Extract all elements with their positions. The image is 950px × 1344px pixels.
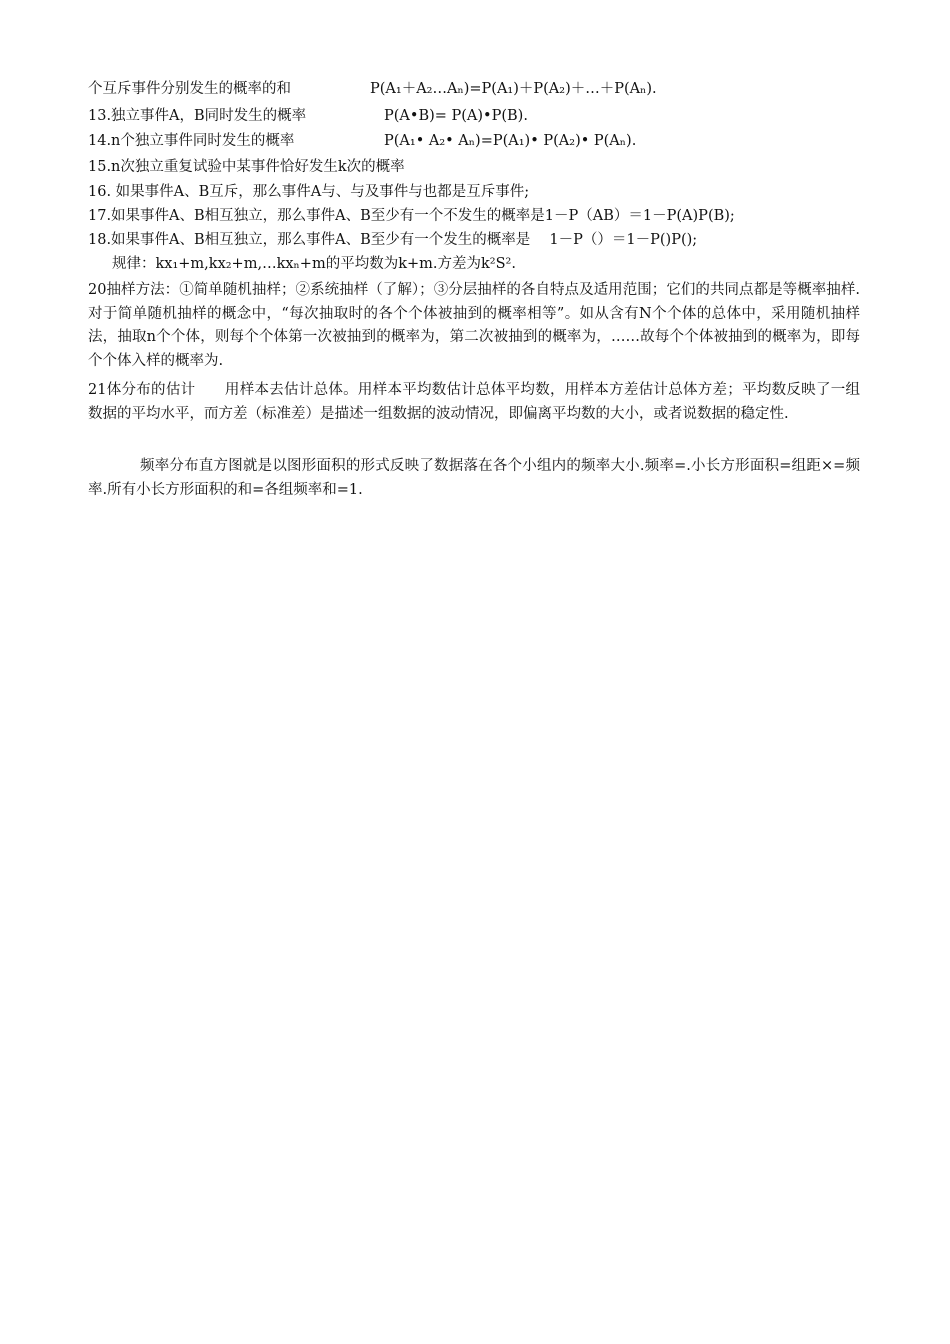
- histogram-paragraph: 频率分布直方图就是以图形面积的形式反映了数据落在各个小组内的频率大小.频率=.小长方形面积=组距×=频率.所有小长方形面积的和=各组频率和=1.: [88, 458, 860, 498]
- section-21-paragraph: 21体分布的估计 用样本去估计总体。用样本平均数估计总体平均数，用样本方差估计总体方差；平均数反映了一组数据的平均水平，而方差（标准差）是描述一组数据的波动情况，即偏离平均数的大小，或者说数据的稳定性.: [88, 382, 860, 422]
- section-20-paragraph: 20抽样方法：①简单随机抽样；②系统抽样（了解）；③分层抽样的各自特点及适用范围；它们的共同点都是等概率抽样.对于简单随机抽样的概念中，“每次抽取时的各个个体被抽到的概率相等”。如从含有N个个体的总体中，采用随机抽样法，抽取n个个体，则每个个体第一次被抽到的概率为，第二次被抽到的概率为，……故每个个体被抽到的概率为，即每个个体入样的概率为.: [88, 282, 860, 369]
- line-17: 17.如果事件A、B相互独立，那么事件A、B至少有一个不发生的概率是1－P（AB）＝1－P(A)P(B);: [88, 208, 735, 224]
- line-12-formula: P(A₁＋A₂…Aₙ)=P(A₁)＋P(A₂)＋…＋P(Aₙ).: [370, 81, 657, 97]
- line-14-text: 14.n个独立事件同时发生的概率: [88, 133, 295, 149]
- line-14-formula: P(A₁• A₂• Aₙ)=P(A₁)• P(A₂)• P(Aₙ).: [384, 133, 637, 149]
- line-18: 18.如果事件A、B相互独立，那么事件A、B至少有一个发生的概率是 1－P（）＝1－P()P();: [88, 232, 698, 248]
- line-15: 15.n次独立重复试验中某事件恰好发生k次的概率: [88, 159, 405, 175]
- line-13-formula: P(A•B)= P(A)•P(B).: [384, 108, 528, 124]
- line-12-text: 个互斥事件分别发生的概率的和: [88, 81, 291, 97]
- rule-line: 规律：kx₁+m,kx₂+m,…kxₙ+m的平均数为k+m.方差为k²S².: [112, 256, 516, 272]
- line-13-text: 13.独立事件A，B同时发生的概率: [88, 108, 307, 124]
- line-16: 16. 如果事件A、B互斥，那么事件A与、与及事件与也都是互斥事件;: [88, 184, 530, 200]
